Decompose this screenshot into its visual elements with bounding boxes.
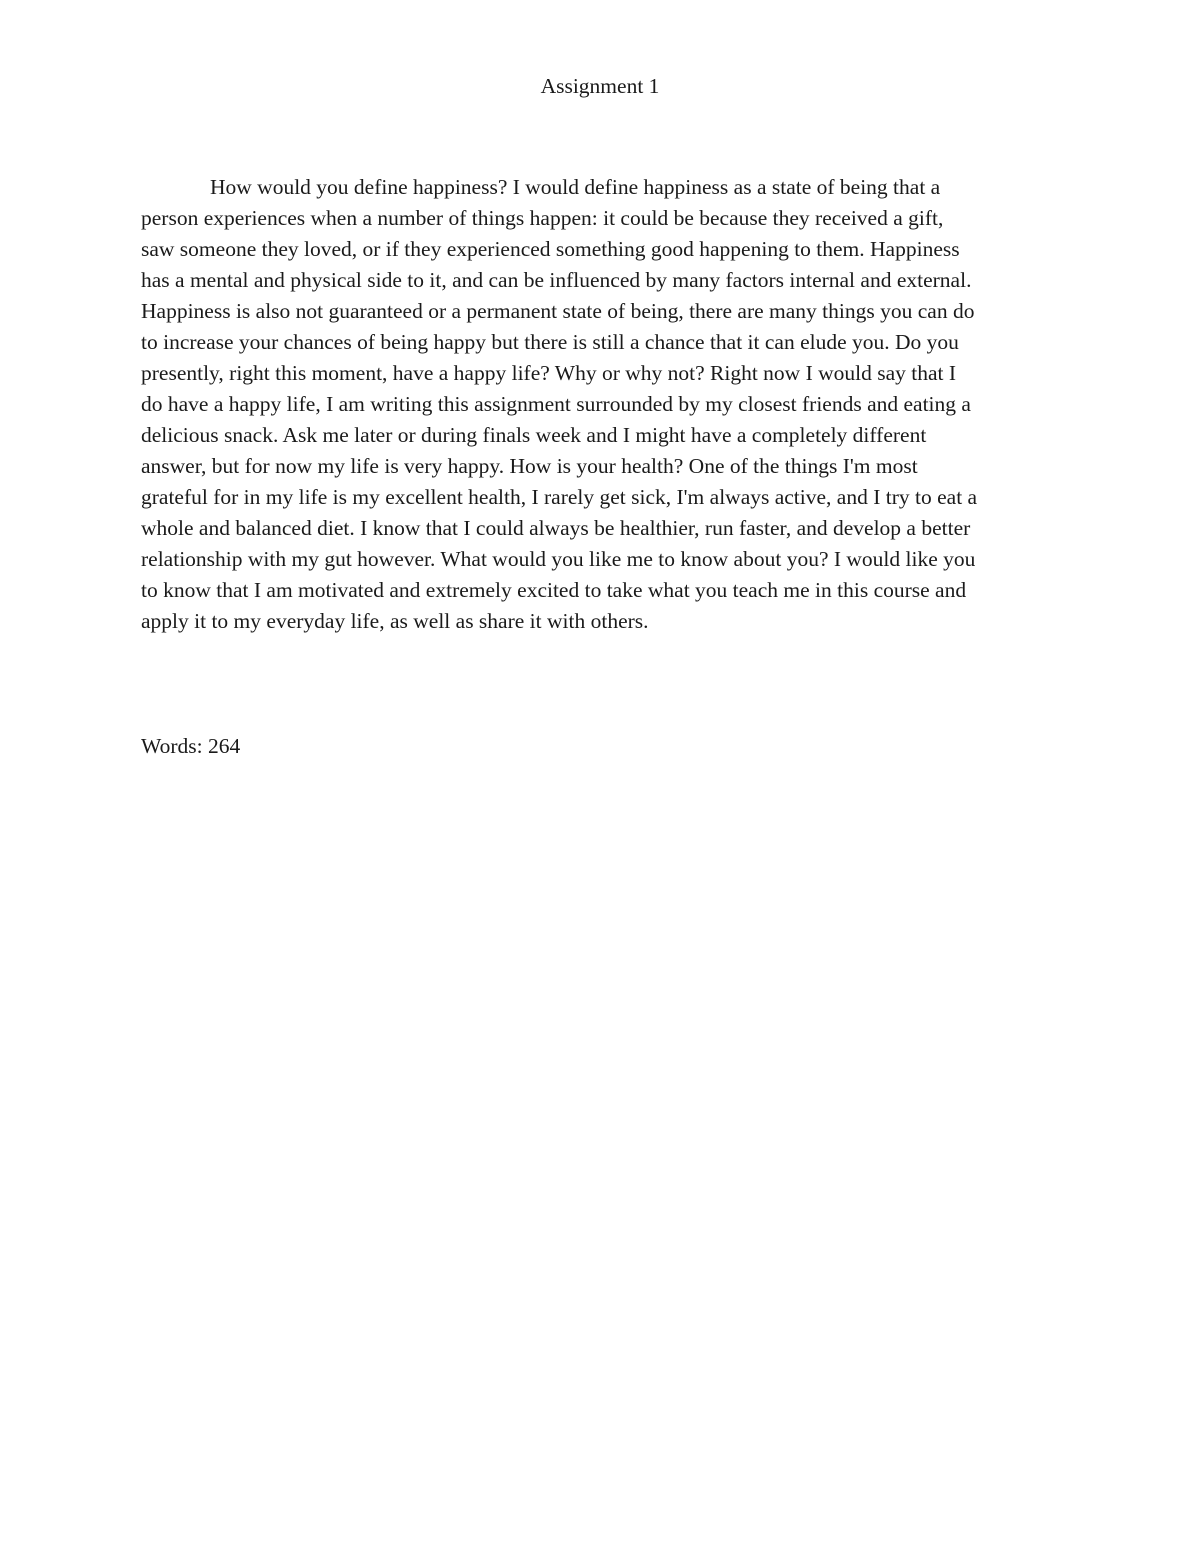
body-line: saw someone they loved, or if they experienced something good happening to them. Happiness <box>141 237 960 261</box>
body-line: answer, but for now my life is very happy. How is your health? One of the things I'm most <box>141 454 918 478</box>
body-line: whole and balanced diet. I know that I could always be healthier, run faster, and develop a better <box>141 516 971 540</box>
body-line: Happiness is also not guaranteed or a permanent state of being, there are many things you can do <box>141 299 975 323</box>
body-line: relationship with my gut however. What would you like me to know about you? I would like you <box>141 547 976 571</box>
body-line: has a mental and physical side to it, and can be influenced by many factors internal and external. <box>141 268 972 292</box>
body-line: How would you define happiness? I would define happiness as a state of being that a <box>210 175 941 199</box>
body-line: delicious snack. Ask me later or during finals week and I might have a completely different <box>141 423 927 447</box>
body-line: presently, right this moment, have a happy life? Why or why not? Right now I would say that I <box>141 361 957 385</box>
body-line: person experiences when a number of things happen: it could be because they received a gift, <box>141 206 944 230</box>
document-title: Assignment 1 <box>540 74 660 98</box>
body-line: to know that I am motivated and extremely excited to take what you teach me in this course and <box>141 578 967 602</box>
body-line: to increase your chances of being happy but there is still a chance that it can elude you. Do you <box>141 330 959 354</box>
word-count: Words: 264 <box>141 734 241 758</box>
body-line: apply it to my everyday life, as well as share it with others. <box>141 609 649 633</box>
body-line: do have a happy life, I am writing this assignment surrounded by my closest friends and eating a <box>141 392 971 416</box>
body-line: grateful for in my life is my excellent health, I rarely get sick, I'm always active, and I try to eat a <box>141 485 978 509</box>
